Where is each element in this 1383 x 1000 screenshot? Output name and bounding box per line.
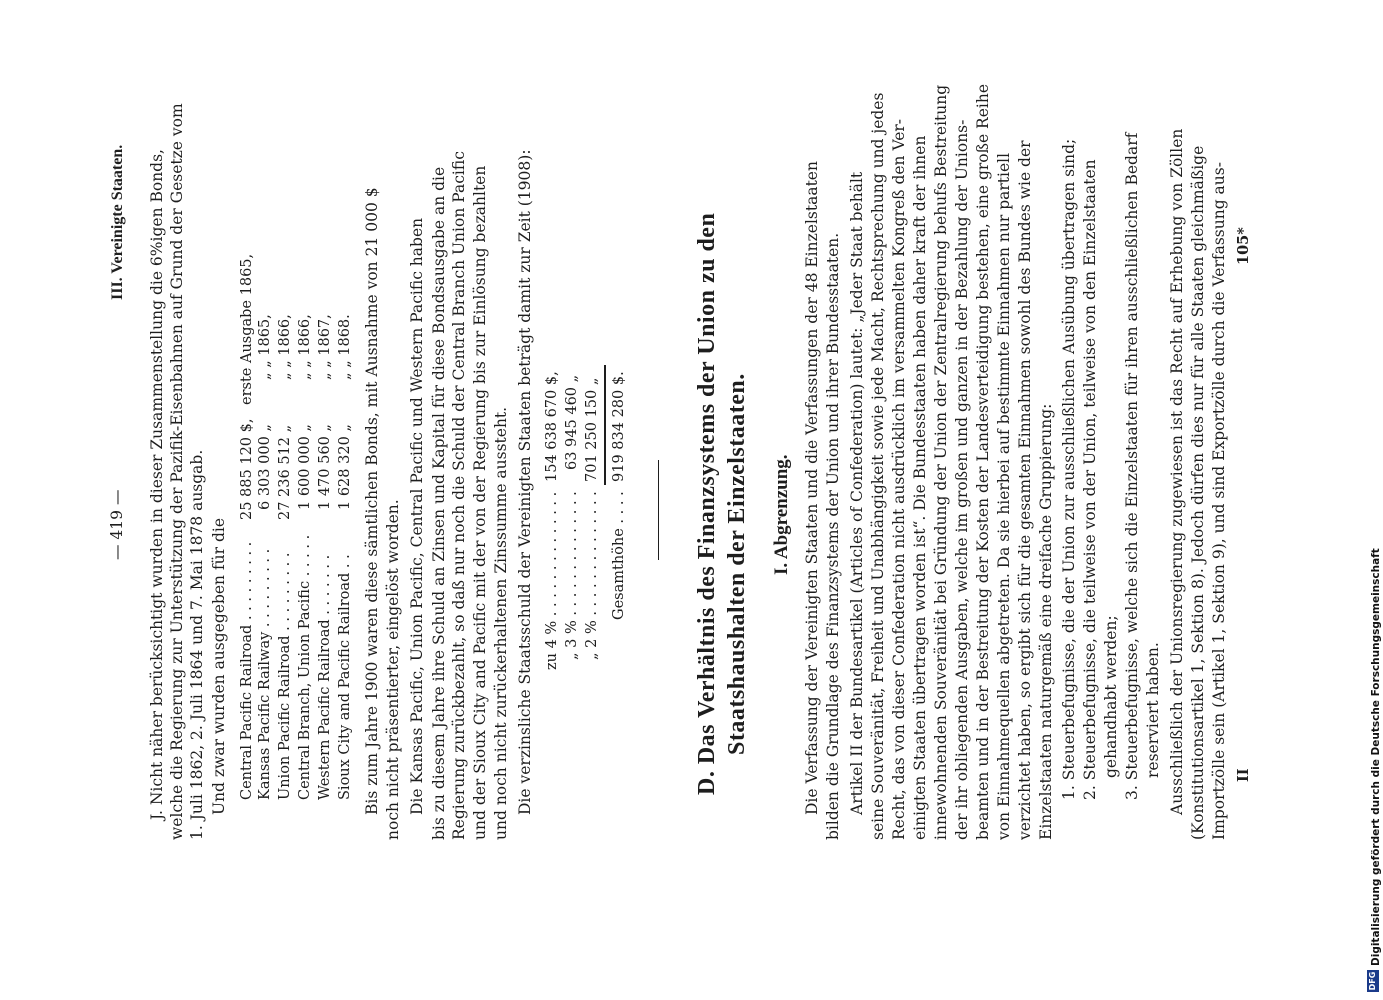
digitization-note: Digitalisierung gefördert durch die Deutsche Forschungsgemeinschaft — [1370, 548, 1382, 966]
text-line: verzichtet haben, so ergibt sich für die gesamten Einnahmen sowohl des Bundes wie der — [1016, 140, 1034, 840]
text-line: Artikel II der Bundesartikel (Articles of Confederation) lautet: „Jeder Staat behält — [848, 171, 866, 815]
debt-total-amount: 919 834 280 $. — [611, 371, 627, 482]
signature-mark: II — [1235, 768, 1252, 782]
debt-amount: 701 250 150 „ — [584, 377, 600, 482]
list-item-continued: gehandhabt werden; — [1102, 615, 1120, 778]
text-line: seine Souveränität, Freiheit und Unabhängigkeit sowie jede Macht, Rechtsprechung und jedes — [869, 92, 887, 840]
list-item: 1. Steuerbefugnisse, die der Union zur ausschließlichen Ausübung übertragen sind; — [1060, 138, 1078, 800]
text-line: Die verzinsliche Staatsschuld der Vereinigten Staaten beträgt damit zur Zeit (1908): — [516, 149, 534, 815]
text-line: beamten und in der Bestreitung der Kosten der Landesverteidigung bestehen, eine große Reihe — [974, 83, 992, 840]
text-line: bis zu diesem Jahre ihre Schuld an Zinsen und Kapital für diese Bondsausgabe an die — [430, 166, 448, 840]
debt-amount: 63 945 460 „ — [564, 374, 580, 470]
text-line: und der Sioux City and Pacific mit der von der Regierung bis zur Einlösung bezahlten — [471, 165, 489, 840]
text-line: der ihr obliegenden Ausgaben, welche im großen und ganzen in der Bezahlung der Unions- — [953, 119, 971, 840]
railroad-name: Sioux City and Pacific Railroad . . — [337, 554, 353, 800]
text-line: Importzölle sein (Artikel 1, Sektion 9), und sind Exportzölle durch die Verfassung aus- — [1210, 162, 1228, 840]
dfg-logo: DFG — [1368, 971, 1377, 991]
text-line: Recht, das von dieser Confederation nicht ausdrücklich im versammelten Kongreß den Ver- — [890, 118, 908, 840]
text-line: innewohnenden Souveränität bei Gründung der Union der Zentralregierung behufs Bestreitung — [932, 84, 950, 840]
railroad-issue: „ „ 1865, — [257, 314, 273, 380]
railroad-name: Central Pacific Railroad . . . . . . . . . — [239, 541, 255, 800]
text-line: Die Kansas Pacific, Union Pacific, Central Pacific und Western Pacific haben — [408, 217, 426, 815]
sum-rule — [604, 365, 606, 485]
text-line: von Einnahmequellen abgetreten. Da sie hierbei auf bestimmte Einnahmen nur partiell — [995, 152, 1013, 840]
railroad-name: Central Branch, Union Pacific . . . . . — [297, 534, 313, 800]
list-item: 2. Steuerbefugnisse, die teilweise von der Union, teilweise von den Einzelstaaten — [1081, 159, 1099, 800]
debt-total-label: Gesamthöhe . . . . — [611, 491, 627, 620]
railroad-issue: „ „ 1867, — [317, 314, 333, 380]
railroad-issue: erste Ausgabe 1865, — [239, 253, 255, 405]
text-line: (Konstitutionsartikel 1, Sektion 8). Jedoch dürfen dies nur für alle Staaten gleichmäßige — [1189, 145, 1207, 840]
railroad-name: Union Pacific Railroad . . . . . . . . . — [277, 552, 293, 800]
running-header: III. Vereinigte Staaten. — [109, 144, 126, 300]
page-number: — 419 — — [108, 489, 126, 560]
list-item: 3. Steuerbefugnisse, welche sich die Einzelstaaten für ihren ausschließlichen Bedarf — [1123, 132, 1141, 800]
text-line: J. Nicht näher berücksichtigt wurden in dieser Zusammenstellung die 6%igen Bonds, — [148, 149, 166, 820]
railroad-issue: „ „ 1866, — [297, 314, 313, 380]
text-line: bilden die Grundlage des Finanzsystems der Union und ihrer Bundesstaaten. — [824, 232, 842, 840]
railroad-amount: 6 303 000 „ — [257, 424, 273, 510]
text-line: und noch nicht zurückerhaltenen Zinssumme aussteht. — [492, 406, 510, 840]
text-line: Ausschließlich der Unionsregierung zugewiesen ist das Recht auf Erhebung von Zöllen — [1168, 128, 1186, 815]
text-line: Und zwar wurden ausgegeben für die — [210, 517, 228, 815]
chapter-title-continued: Staatshaushalten der Einzelstaaten. — [724, 373, 750, 755]
section-divider — [658, 460, 659, 560]
text-line: Regierung zurückbezahlt, so daß nur noch die Schuld der Central Branch Union Pacific — [450, 151, 468, 840]
text-line: welche die Regierung zur Unterstützung der Pazifik-Eisenbahnen auf Grund der Gesetze vom — [168, 103, 186, 840]
railroad-name: Western Pacific Railroad . . . . . . . — [317, 554, 333, 800]
text-line: noch nicht präsentierter, eingelöst worden. — [384, 499, 402, 840]
text-line: Einzelstaaten naturgemäß eine dreifache Gruppierung: — [1037, 403, 1055, 840]
railroad-amount: 27 236 512 „ — [277, 424, 293, 520]
railroad-amount: 1 470 560 „ — [317, 424, 333, 510]
debt-label: „ 2 % . . . . . . . . . . . . . . — [584, 491, 600, 660]
text-line: Bis zum Jahre 1900 waren diese sämtlichen Bonds, mit Ausnahme von 21 000 $ — [363, 187, 381, 815]
list-item-continued: reserviert haben. — [1144, 642, 1162, 778]
text-line: 1. Juli 1862, 2. Juli 1864 und 7. Mai 1878 ausgab. — [188, 449, 206, 840]
text-line: Die Verfassung der Vereinigten Staaten und die Verfassungen der 48 Einzelstaaten — [803, 161, 821, 815]
text-line: einigten Staaten übertragen worden ist“. Die Bundesstaaten haben daher kraft der ihnen — [911, 135, 929, 840]
chapter-title: D. Das Verhältnis des Finanzsystems der Union zu den — [694, 212, 720, 795]
debt-amount: 154 638 670 $, — [544, 371, 560, 482]
railroad-issue: „ „ 1866, — [277, 314, 293, 380]
subsection-title: I. Abgrenzung. — [771, 454, 792, 575]
railroad-amount: 25 885 120 $, — [239, 418, 255, 520]
footnote-number: 105* — [1235, 227, 1252, 265]
railroad-amount: 1 628 320 „ — [337, 424, 353, 510]
debt-label: zu 4 % . . . . . . . . . . . . . . — [544, 491, 560, 670]
railroad-issue: „ „ 1868. — [337, 314, 353, 380]
railroad-name: Kansas Pacific Railway . . . . . . . . . — [257, 548, 273, 800]
railroad-amount: 1 600 000 „ — [297, 424, 313, 510]
debt-label: „ 3 % . . . . . . . . . . . . . . — [564, 491, 580, 660]
